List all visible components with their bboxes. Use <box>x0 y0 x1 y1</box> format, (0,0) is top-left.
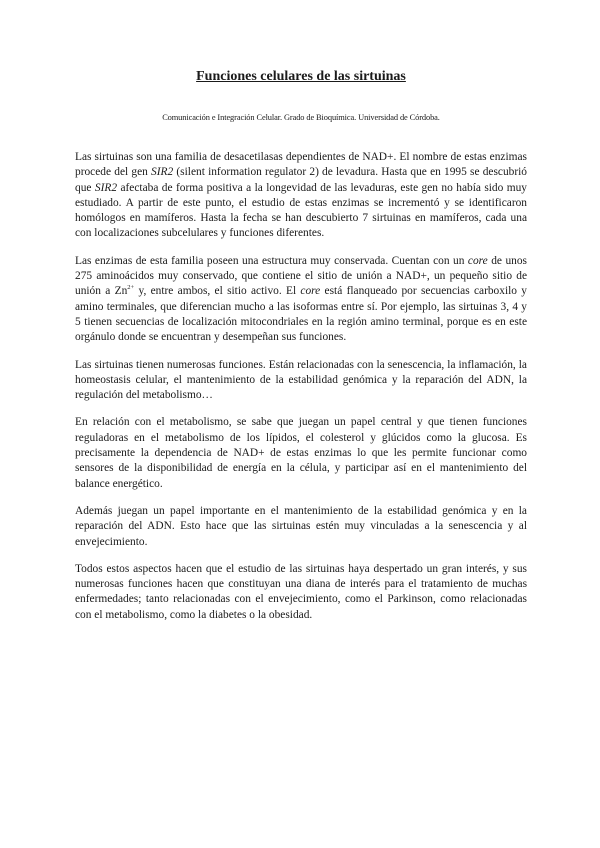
zinc-charge-superscript: 2+ <box>127 284 135 292</box>
paragraph-introduction: Las sirtuinas son una familia de desacetilasas dependientes de NAD+. El nombre de estas enzimas procede del gen SIR2 (silent information regulator 2) de levadura. Hasta que en 1995 se descubrió que SIR2 afectaba de forma positiva a la longevidad de las levaduras, este gen no había sido muy estudiado. A partir de este punto, el estudio de estas enzimas se incrementó y se identificaron homólogos en mamíferos. Hasta la fecha se han descubierto 7 sirtuinas en mamíferos, cada una con localizaciones subcelulares y funciones diferentes. <box>75 151 527 240</box>
term-core: core <box>467 254 488 267</box>
paragraph-functions: Las sirtuinas tienen numerosas funciones. Están relacionadas con la senescencia, la inflamación, la homeostasis celular, el mantenimiento de la estabilidad genómica y la reparación del ADN, la regulación del metabolismo… <box>75 358 527 402</box>
document-title: Funciones celulares de las sirtuinas <box>196 69 406 84</box>
paragraph-conclusion: Todos estos aspectos hacen que el estudio de las sirtuinas haya despertado un gran interés, y sus numerosas funciones hacen que constituyan una diana de interés para el tratamiento de muchas enfermedades; tanto relacionadas con el envejecimiento, como el Parkinson, como relacionadas con el metabolismo, como la diabetes o la obesidad. <box>75 562 527 621</box>
document-body <box>75 150 527 623</box>
gene-name-sir2: SIR2 <box>151 166 174 179</box>
document-page <box>75 0 527 635</box>
term-core: core <box>300 285 321 298</box>
document-subtitle: Comunicación e Integración Celular. Grado de Bioquímica. Universidad de Córdoba. <box>162 113 440 122</box>
gene-name-sir2: SIR2 <box>94 181 118 194</box>
paragraph-structure: Las enzimas de esta familia poseen una estructura muy conservada. Cuentan con un core de unos 275 aminoácidos muy conservado, que contiene el sitio de unión a NAD+, un pequeño sitio de unión a $Zn^{2+}$ y, entre ambos, el sitio activo. El core está flanqueado por secuencias carboxilo y amino terminales, que diferencian mucho a las isoformas entre sí. Por ejemplo, las sirtuinas 3, 4 y 5 tienen secuencias de localización mitocondriales en la región amino terminal, porque es en este orgánulo donde se encuentran y desempeñan sus funciones. <box>75 254 527 344</box>
paragraph-genomic-stability: Además juegan un papel importante en el mantenimiento de la estabilidad genómica y en la reparación del ADN. Esto hace que las sirtuinas estén muy vinculadas a la senescencia y al envejecimiento. <box>75 504 527 548</box>
paragraph-metabolism: En relación con el metabolismo, se sabe que juegan un papel central y que tienen funciones reguladoras en el metabolismo de los lípidos, el colesterol y glúcidos como la glucosa. Es precisamente la dependencia de NAD+ de estas enzimas lo que les permite funcionar como sensores de la disponibilidad de energía en la célula, y participar así en el mantenimiento del balance energético. <box>75 416 527 490</box>
